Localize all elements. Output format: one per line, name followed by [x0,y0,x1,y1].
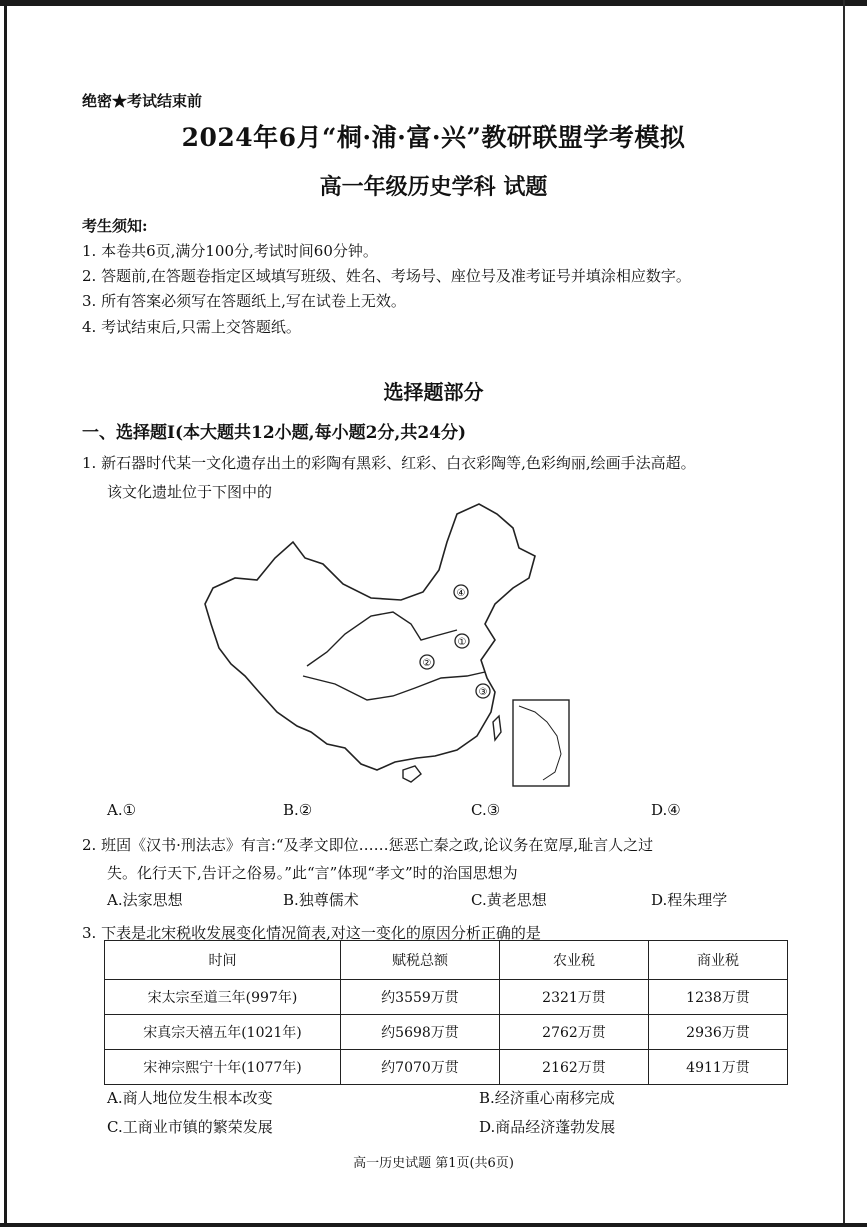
q3-option-a: A.商人地位发生根本改变 [107,1089,273,1107]
table-row [105,1050,788,1085]
q1-option-d: D.④ [651,801,681,819]
map-marker-2-label: ② [422,658,432,669]
china-outline [205,504,535,770]
south-china-sea-inset [513,700,569,786]
table-cell: 宋神宗熙宁十年(1077年) [105,1050,341,1085]
q2-option-c: C.黄老思想 [471,891,547,909]
map-marker-1-label: ① [457,637,467,648]
table-cell: 约7070万贯 [341,1050,500,1085]
table-cell: 约5698万贯 [341,1015,500,1050]
table-header-cell: 农业税 [500,941,649,980]
question-3-stem: 3. 下表是北宋税收发展变化情况简表,对这一变化的原因分析正确的是 [82,924,541,942]
map-marker-4-label: ④ [456,588,466,599]
notice-heading: 考生须知: [82,217,148,235]
table-cell: 2162万贯 [500,1050,649,1085]
q2-option-b: B.独尊儒术 [283,891,359,909]
table-cell: 2321万贯 [500,980,649,1015]
notice-item: 1. 本卷共6页,满分100分,考试时间60分钟。 [82,242,378,260]
q2-option-d: D.程朱理学 [651,891,728,909]
q1-option-a: A.① [107,801,137,819]
taiwan-island [493,716,501,740]
inset-coastline [519,706,561,780]
part-title: 一、选择题Ⅰ(本大题共12小题,每小题2分,共24分) [82,423,467,443]
question-2-stem-cont: 失。化行天下,告讦之俗易。”此“言”体现“孝文”时的治国思想为 [107,864,518,882]
table-header-cell: 赋税总额 [341,941,500,980]
yellow-river [307,612,457,666]
table-cell: 2936万贯 [649,1015,788,1050]
exam-subtitle: 高一年级历史学科 试题 [319,174,548,200]
table-header-cell: 商业税 [649,941,788,980]
q3-option-d: D.商品经济蓬勃发展 [479,1118,616,1136]
q1-option-b: B.② [283,801,313,819]
table-row [105,980,788,1015]
q3-option-b: B.经济重心南移完成 [479,1089,615,1107]
map-marker-3-label: ③ [478,687,488,698]
confidential-label: 绝密★考试结束前 [82,92,203,110]
song-tax-table [104,940,788,1085]
table-cell: 宋太宗至道三年(997年) [105,980,341,1015]
yangtze-river [303,672,485,700]
q3-option-c: C.工商业市镇的繁荣发展 [107,1118,273,1136]
question-2-stem: 2. 班固《汉书·刑法志》有言:“及孝文即位……惩恶亡秦之政,论议务在宽厚,耻言人之过 [82,836,654,854]
question-1-stem-cont: 该文化遗址位于下图中的 [107,483,273,501]
question-1-stem: 1. 新石器时代某一文化遗存出土的彩陶有黑彩、红彩、白衣彩陶等,色彩绚丽,绘画手法高超。 [82,454,696,472]
table-header-row [105,941,788,980]
table-header-cell: 时间 [105,941,341,980]
q2-option-a: A.法家思想 [107,891,183,909]
scan-border-bottom [0,1223,867,1227]
china-map [195,500,585,795]
hainan-island [403,766,421,782]
table-cell: 宋真宗天禧五年(1021年) [105,1015,341,1050]
table-cell: 4911万贯 [649,1050,788,1085]
notice-item: 3. 所有答案必须写在答题纸上,写在试卷上无效。 [82,292,406,310]
table-cell: 2762万贯 [500,1015,649,1050]
section-title: 选择题部分 [383,380,484,404]
notice-item: 2. 答题前,在答题卷指定区域填写班级、姓名、考场号、座位号及准考证号并填涂相应数字。 [82,267,691,285]
q1-option-c: C.③ [471,801,501,819]
table-cell: 1238万贯 [649,980,788,1015]
table-cell: 约3559万贯 [341,980,500,1015]
table-row [105,1015,788,1050]
notice-item: 4. 考试结束后,只需上交答题纸。 [82,318,301,336]
page-footer: 高一历史试题 第1页(共6页) [353,1156,514,1171]
exam-title: 2024年6月“桐·浦·富·兴”教研联盟学考模拟 [181,123,686,152]
scan-border-top [0,0,867,6]
